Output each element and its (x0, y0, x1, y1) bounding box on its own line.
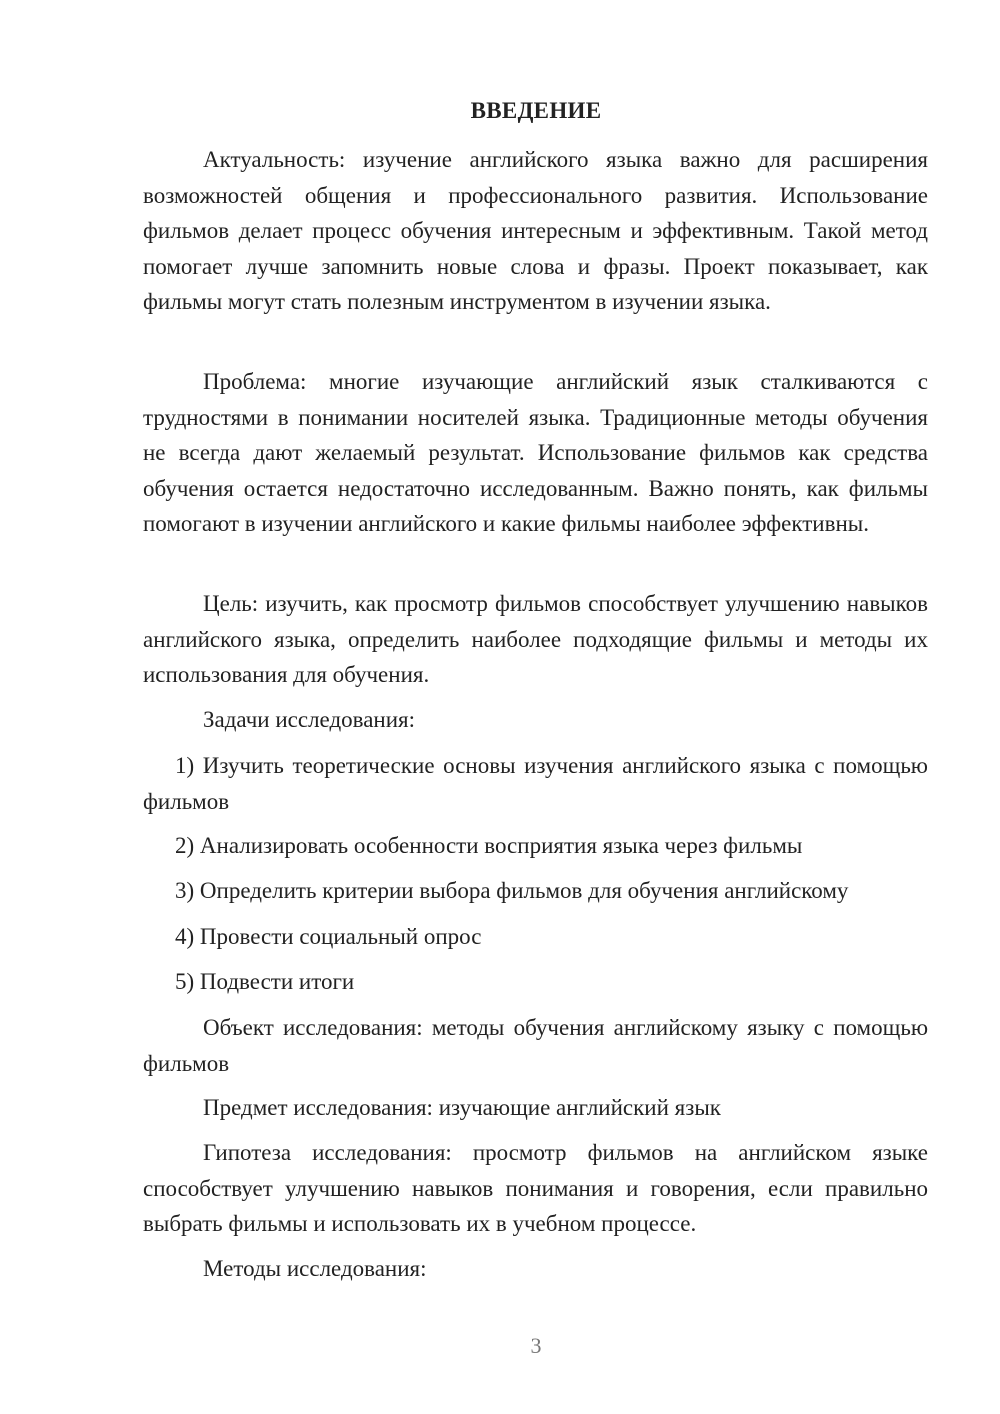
task-text: 1) Изучить теоретические основы изучения английского языка с помощью фильмов (143, 753, 928, 814)
task-list-item-1 (143, 748, 928, 819)
page-number: 3 (530, 1333, 542, 1358)
task-list-item-2 (143, 828, 928, 864)
paragraph-tasks-heading (143, 702, 928, 738)
paragraph-object (143, 1010, 928, 1081)
section-title: ВВЕДЕНИЕ (470, 98, 602, 123)
paragraph-hypothesis (143, 1135, 928, 1242)
paragraph-methods-heading (143, 1251, 928, 1287)
paragraph-subject (143, 1090, 928, 1126)
paragraph-text: Гипотеза исследования: просмотр фильмов на английском языке способствует улучшению навыков понимания и говорения, если правильно выбрать фильмы и использовать их в учебном процессе. (143, 1140, 928, 1236)
paragraph-problem (143, 364, 928, 542)
paragraph-text: Задачи исследования: (203, 707, 416, 732)
task-list-item-4 (143, 919, 928, 955)
paragraph-text: Объект исследования: методы обучения английскому языку с помощью фильмов (143, 1015, 928, 1076)
paragraph-text: Предмет исследования: изучающие английский язык (203, 1095, 721, 1120)
task-list-item-5 (143, 964, 928, 1000)
task-text: 3) Определить критерии выбора фильмов для обучения английскому (175, 878, 849, 903)
paragraph-goal (143, 586, 928, 693)
task-text: 4) Провести социальный опрос (175, 924, 482, 949)
task-list-item-3 (143, 873, 928, 909)
paragraph-text: Цель: изучить, как просмотр фильмов способствует улучшению навыков английского языка, определить наиболее подходящие фильмы и методы их использования для обучения. (143, 591, 928, 687)
task-text: 5) Подвести итоги (175, 969, 355, 994)
paragraph-relevance (143, 142, 928, 320)
paragraph-text: Методы исследования: (203, 1256, 427, 1281)
paragraph-text: Актуальность: изучение английского языка важно для расширения возможностей общения и профессионального развития. Использование фильмов делает процесс обучения интересным и эффективным. Такой метод помогает лучше запомнить новые слова и фразы. Проект показывает, как фильмы могут стать полезным инструментом в изучении языка. (143, 147, 928, 314)
task-text: 2) Анализировать особенности восприятия языка через фильмы (175, 833, 803, 858)
paragraph-text: Проблема: многие изучающие английский язык сталкиваются с трудностями в понимании носителей языка. Традиционные методы обучения не всегда дают желаемый результат. Использование фильмов как средства обучения остается недостаточно исследованным. Важно понять, как фильмы помогают в изучении английского и какие фильмы наиболее эффективны. (143, 369, 928, 536)
